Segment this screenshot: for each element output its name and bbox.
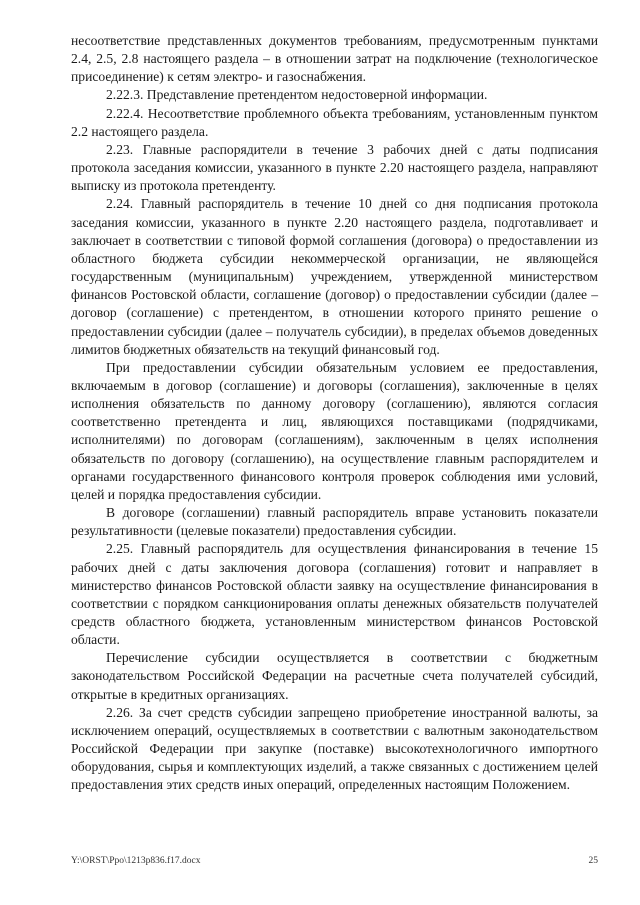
page-footer <box>71 854 598 868</box>
paragraph-2-23: 2.23. Главные распорядители в течение 3 рабочих дней с даты подписания протокола заседания комиссии, указанного в пункте 2.20 настоящего раздела, направляют выписку из протокола претенденту. <box>71 141 598 194</box>
paragraph-2-24: 2.24. Главный распорядитель в течение 10 дней со дня подписания протокола заседания комиссии, указанного в пункте 2.20 настоящего раздела, подготавливает и заключает в соответствии с типовой формой соглашения (договора) о предоставлении из областного бюджета субсидии некоммерческой организации, не являющейся государственным (муниципальным) учреждением, утвержденной министерством финансов Ростовской области, соглашение (договор) о предоставлении субсидии (далее – договор (соглашение) с претендентом, в отношении которого принято решение о предоставлении субсидии (далее – получатель субсидии), в пределах объемов доведенных лимитов бюджетных обязательств на текущий финансовый год. <box>71 196 598 357</box>
footer-page-number: 25 <box>588 856 598 866</box>
paragraph-2-22-3: 2.22.3. Представление претендентом недостоверной информации. <box>106 87 488 103</box>
document-body <box>71 32 598 795</box>
paragraph-2-25: 2.25. Главный распорядитель для осуществления финансирования в течение 15 рабочих дней с даты заключения договора (соглашения) готовит и направляет в министерство финансов Ростовской области заявку на осуществление финансирования в соответствии с порядком санкционирования оплаты денежных обязательств получателей средств областного бюджета, установленным министерством финансов Ростовской области. <box>71 541 598 648</box>
paragraph-continuation: несоответствие представленных документов требованиям, предусмотренным пунктами 2.4, 2.5, 2.8 настоящего раздела – в отношении затрат на подключение (технологическое присоединение) к сетям электро- и газоснабжения. <box>71 33 598 85</box>
paragraph-2-26: 2.26. За счет средств субсидии запрещено приобретение иностранной валюты, за исключением операций, осуществляемых в соответствии с валютным законодательством Российской Федерации при закупке (поставке) высокотехнологичного импортного оборудования, сырья и комплектующих изделий, а также связанных с достижением целей предоставления этих средств иных операций, определенных настоящим Положением. <box>71 704 598 793</box>
paragraph-subsidy-transfer: Перечисление субсидии осуществляется в соответствии с бюджетным законодательством Российской Федерации на расчетные счета получателей субсидий, открытые в кредитных организациях. <box>71 650 598 702</box>
paragraph-performance-indicators: В договоре (соглашении) главный распорядитель вправе установить показатели результативности (целевые показатели) предоставления субсидии. <box>71 505 598 539</box>
paragraph-2-22-4: 2.22.4. Несоответствие проблемного объекта требованиям, установленным пунктом 2.2 настоящего раздела. <box>71 105 598 139</box>
paragraph-subsidy-condition: При предоставлении субсидии обязательным условием ее предоставления, включаемым в договор (соглашение) и договоры (соглашения), заключенные в целях исполнения обязательств по данному договору (соглашению), являются согласия соответственно претендента и лиц, являющихся поставщиками (подрядчиками, исполнителями) по договорам (соглашениям), заключенным в целях исполнения обязательств по договору (соглашению), на осуществление главным распорядителем и органами государственного финансового контроля проверок соблюдения ими условий, целей и порядка предоставления субсидии. <box>71 359 598 502</box>
footer-file-path: Y:\ORST\Ppo\1213p836.f17.docx <box>71 856 201 866</box>
